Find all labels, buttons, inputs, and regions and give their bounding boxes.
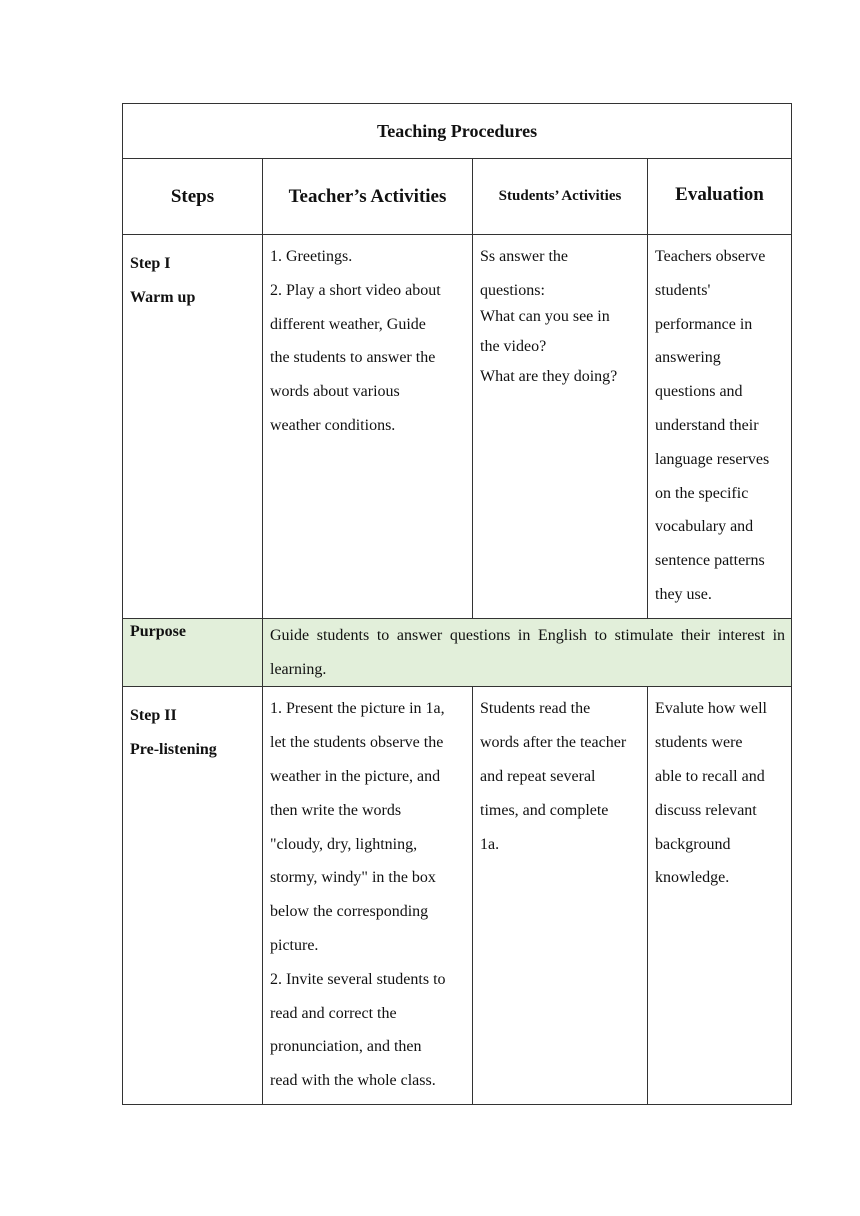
- evaluation-cell: [648, 687, 792, 1105]
- text-line: Students read the: [480, 700, 591, 718]
- text-line: 1. Greetings.: [270, 248, 353, 265]
- text-line: questions:: [480, 281, 545, 299]
- text-line: discuss relevant: [655, 801, 757, 819]
- header-teacher-activities: Teacher’s Activities: [263, 159, 473, 235]
- text-line: Evalute how well: [655, 700, 767, 718]
- table-row: [123, 687, 792, 1105]
- table-row: [123, 235, 792, 619]
- text-line: understand their: [655, 416, 759, 434]
- text-line: "cloudy, dry, lightning,: [270, 835, 418, 853]
- step-name: Pre-listening: [130, 740, 217, 758]
- text-line: 2. Play a short video about: [270, 281, 441, 299]
- purpose-text: Guide students to answer questions in English to stimulate their interest in learning.: [263, 618, 792, 687]
- text-line: stormy, windy" in the box: [270, 869, 436, 887]
- text-line: words after the teacher: [480, 734, 627, 752]
- step-cell: [123, 687, 263, 1105]
- text-line: What can you see in: [480, 307, 610, 325]
- text-line: students were: [655, 734, 743, 752]
- text-line: 2. Invite several students to: [270, 970, 446, 988]
- text-line: on the specific: [655, 484, 749, 502]
- step-name: Warm up: [130, 288, 196, 306]
- students-activities-cell: [473, 235, 648, 619]
- text-line: performance in: [655, 315, 753, 333]
- text-line: times, and complete: [480, 801, 609, 819]
- text-line: language reserves: [655, 450, 770, 468]
- text-line: Ss answer the: [480, 248, 568, 265]
- header-steps: Steps: [123, 159, 263, 235]
- purpose-label: Purpose: [123, 618, 263, 687]
- text-line: pronunciation, and then: [270, 1038, 422, 1056]
- text-line: let the students observe the: [270, 734, 444, 752]
- text-line: read and correct the: [270, 1004, 397, 1022]
- purpose-row: [123, 618, 792, 687]
- text-line: below the corresponding: [270, 903, 429, 921]
- header-evaluation: Evaluation: [648, 159, 792, 235]
- text-line: vocabulary and: [655, 518, 754, 536]
- text-line: able to recall and: [655, 767, 765, 785]
- step-number: Step II: [130, 707, 177, 725]
- text-line: and repeat several: [480, 767, 596, 785]
- header-students-activities: Students’ Activities: [473, 159, 648, 235]
- step-cell: [123, 235, 263, 619]
- text-line: Teachers observe: [655, 248, 766, 265]
- text-line: weather in the picture, and: [270, 767, 441, 785]
- text-line: the video?: [480, 337, 547, 355]
- text-line: background: [655, 835, 731, 853]
- teacher-activities-cell: [263, 235, 473, 619]
- text-line: different weather, Guide: [270, 315, 426, 333]
- text-line: knowledge.: [655, 869, 730, 887]
- text-line: weather conditions.: [270, 416, 396, 434]
- step-number: Step I: [130, 255, 171, 272]
- text-line: What are they doing?: [480, 367, 618, 385]
- text-line: students': [655, 281, 711, 299]
- text-line: 1. Present the picture in 1a,: [270, 700, 445, 718]
- students-activities-cell: [473, 687, 648, 1105]
- text-line: sentence patterns: [655, 552, 765, 570]
- evaluation-cell: [648, 235, 792, 619]
- teaching-procedures-table: [122, 103, 792, 1105]
- text-line: then write the words: [270, 801, 402, 819]
- text-line: the students to answer the: [270, 349, 436, 367]
- text-line: answering: [655, 349, 721, 367]
- text-line: picture.: [270, 936, 319, 954]
- table-title: Teaching Procedures: [123, 104, 792, 159]
- text-line: 1a.: [480, 835, 500, 853]
- text-line: questions and: [655, 383, 743, 401]
- text-line: they use.: [655, 585, 712, 603]
- teacher-activities-cell: [263, 687, 473, 1105]
- text-line: read with the whole class.: [270, 1072, 436, 1090]
- text-line: words about various: [270, 383, 400, 401]
